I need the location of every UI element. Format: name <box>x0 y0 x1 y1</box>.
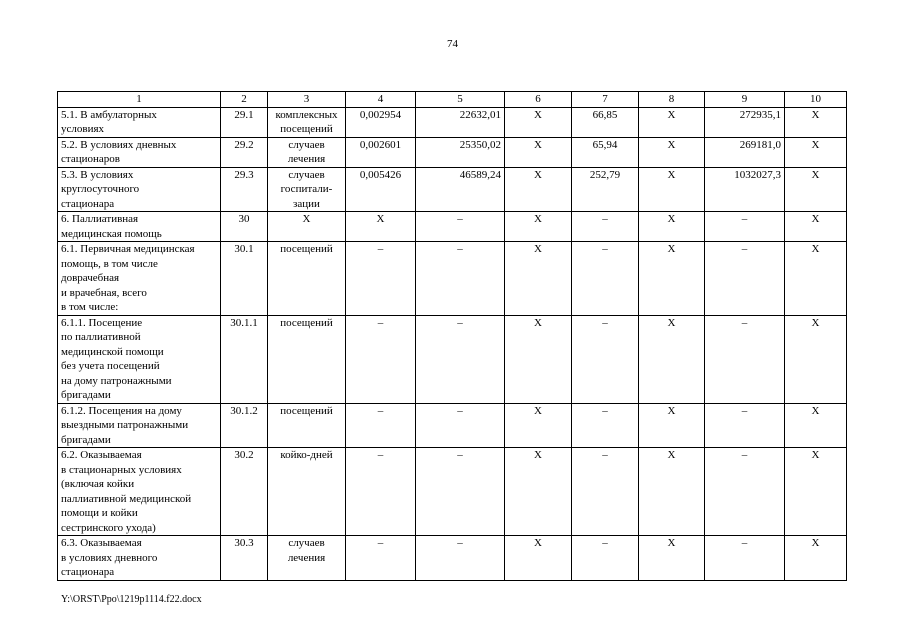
rate-cell: – <box>346 536 416 581</box>
indicator-name-cell: 6.1.2. Посещения на дому выездными патронажными бригадами <box>58 403 221 448</box>
rate-cell: – <box>346 448 416 536</box>
col8-cell: Х <box>639 137 705 167</box>
col7-cell: 65,94 <box>572 137 639 167</box>
unit-cell: койко-дней <box>268 448 346 536</box>
cost-cell: – <box>416 403 505 448</box>
col10-cell: Х <box>785 403 847 448</box>
unit-cell: комплексных посещений <box>268 107 346 137</box>
col9-cell: 272935,1 <box>705 107 785 137</box>
cost-cell: 46589,24 <box>416 167 505 212</box>
table-row <box>58 536 847 581</box>
col6-cell: Х <box>505 212 572 242</box>
row-code-cell: 30.1 <box>221 242 268 316</box>
column-number-header: 10 <box>785 92 847 108</box>
column-number-header: 7 <box>572 92 639 108</box>
col8-cell: Х <box>639 536 705 581</box>
unit-cell: случаев лечения <box>268 137 346 167</box>
indicator-name-cell: 6.2. Оказываемая в стационарных условиях (включая койки паллиативной медицинской помощи и койки сестринского ухода) <box>58 448 221 536</box>
table-row <box>58 137 847 167</box>
cost-cell: – <box>416 448 505 536</box>
table-row <box>58 167 847 212</box>
row-code-cell: 30.2 <box>221 448 268 536</box>
col8-cell: Х <box>639 167 705 212</box>
col6-cell: Х <box>505 242 572 316</box>
indicator-name-cell: 5.1. В амбулаторных условиях <box>58 107 221 137</box>
rate-cell: 0,005426 <box>346 167 416 212</box>
col7-cell: – <box>572 403 639 448</box>
rate-cell: 0,002954 <box>346 107 416 137</box>
col8-cell: Х <box>639 242 705 316</box>
column-number-header: 2 <box>221 92 268 108</box>
col9-cell: – <box>705 448 785 536</box>
col10-cell: Х <box>785 536 847 581</box>
rate-cell: – <box>346 242 416 316</box>
row-code-cell: 30 <box>221 212 268 242</box>
col7-cell: – <box>572 536 639 581</box>
col10-cell: Х <box>785 137 847 167</box>
col7-cell: – <box>572 212 639 242</box>
cost-cell: 25350,02 <box>416 137 505 167</box>
cost-cell: – <box>416 212 505 242</box>
rate-cell: – <box>346 403 416 448</box>
cost-cell: – <box>416 536 505 581</box>
col6-cell: Х <box>505 107 572 137</box>
table-row <box>58 315 847 403</box>
rate-cell: – <box>346 315 416 403</box>
unit-cell: посещений <box>268 315 346 403</box>
column-number-header: 4 <box>346 92 416 108</box>
cost-cell: – <box>416 242 505 316</box>
table-row <box>58 448 847 536</box>
rate-cell: 0,002601 <box>346 137 416 167</box>
col7-cell: – <box>572 315 639 403</box>
unit-cell: посещений <box>268 403 346 448</box>
col10-cell: Х <box>785 167 847 212</box>
table-row <box>58 212 847 242</box>
column-number-header: 3 <box>268 92 346 108</box>
column-number-header: 1 <box>58 92 221 108</box>
col6-cell: Х <box>505 448 572 536</box>
col8-cell: Х <box>639 107 705 137</box>
col6-cell: Х <box>505 137 572 167</box>
table-row <box>58 403 847 448</box>
indicator-name-cell: 6. Паллиативная медицинская помощь <box>58 212 221 242</box>
row-code-cell: 30.1.2 <box>221 403 268 448</box>
table-row <box>58 242 847 316</box>
unit-cell: Х <box>268 212 346 242</box>
column-number-header: 8 <box>639 92 705 108</box>
footer-file-path: Y:\ORST\Ppo\1219p1114.f22.docx <box>61 594 202 605</box>
col7-cell: – <box>572 448 639 536</box>
row-code-cell: 30.3 <box>221 536 268 581</box>
col7-cell: 66,85 <box>572 107 639 137</box>
col10-cell: Х <box>785 107 847 137</box>
indicator-name-cell: 6.1. Первичная медицинская помощь, в том числе доврачебная и врачебная, всего в том числе: <box>58 242 221 316</box>
col9-cell: – <box>705 212 785 242</box>
column-number-header: 6 <box>505 92 572 108</box>
cost-cell: – <box>416 315 505 403</box>
col8-cell: Х <box>639 212 705 242</box>
col10-cell: Х <box>785 242 847 316</box>
col9-cell: – <box>705 242 785 316</box>
col6-cell: Х <box>505 315 572 403</box>
col7-cell: 252,79 <box>572 167 639 212</box>
column-number-header: 5 <box>416 92 505 108</box>
col9-cell: – <box>705 536 785 581</box>
unit-cell: случаев лечения <box>268 536 346 581</box>
col10-cell: Х <box>785 212 847 242</box>
unit-cell: посещений <box>268 242 346 316</box>
indicator-name-cell: 6.3. Оказываемая в условиях дневного стационара <box>58 536 221 581</box>
col10-cell: Х <box>785 448 847 536</box>
col9-cell: 1032027,3 <box>705 167 785 212</box>
indicator-name-cell: 6.1.1. Посещение по паллиативной медицинской помощи без учета посещений на дому патронажными бригадами <box>58 315 221 403</box>
table-header-row <box>58 92 847 108</box>
data-table <box>57 91 847 581</box>
row-code-cell: 29.3 <box>221 167 268 212</box>
table-row <box>58 107 847 137</box>
col9-cell: – <box>705 403 785 448</box>
column-number-header: 9 <box>705 92 785 108</box>
col6-cell: Х <box>505 167 572 212</box>
row-code-cell: 30.1.1 <box>221 315 268 403</box>
indicator-name-cell: 5.3. В условиях круглосуточного стационара <box>58 167 221 212</box>
col8-cell: Х <box>639 403 705 448</box>
row-code-cell: 29.2 <box>221 137 268 167</box>
unit-cell: случаев госпитали- зации <box>268 167 346 212</box>
col9-cell: – <box>705 315 785 403</box>
col7-cell: – <box>572 242 639 316</box>
cost-cell: 22632,01 <box>416 107 505 137</box>
indicator-name-cell: 5.2. В условиях дневных стационаров <box>58 137 221 167</box>
page-number: 74 <box>447 38 458 50</box>
col6-cell: Х <box>505 403 572 448</box>
col10-cell: Х <box>785 315 847 403</box>
col8-cell: Х <box>639 448 705 536</box>
row-code-cell: 29.1 <box>221 107 268 137</box>
col8-cell: Х <box>639 315 705 403</box>
rate-cell: Х <box>346 212 416 242</box>
col6-cell: Х <box>505 536 572 581</box>
col9-cell: 269181,0 <box>705 137 785 167</box>
